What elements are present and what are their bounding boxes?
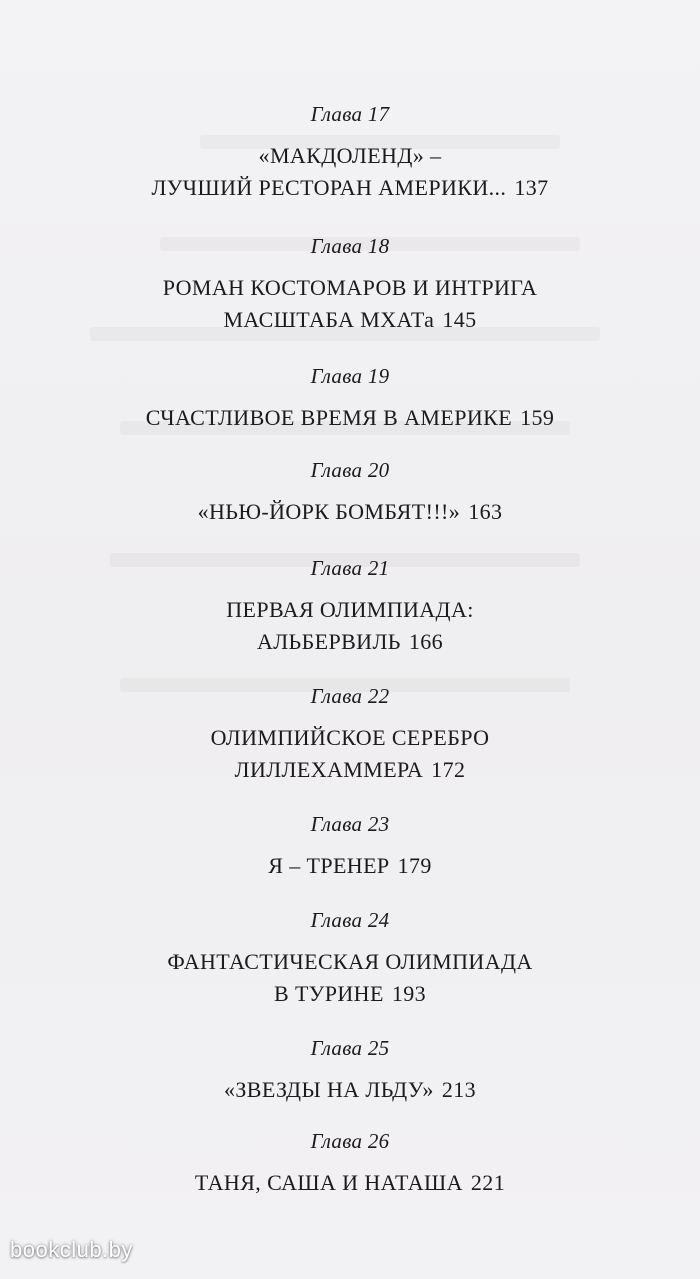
page-number: 221 xyxy=(470,1170,506,1195)
toc-entry-19 xyxy=(0,364,700,434)
page-number: 163 xyxy=(468,499,503,524)
chapter-title-line: В ТУРИНЕ 193 xyxy=(273,981,427,1006)
toc-entry-18 xyxy=(0,234,700,336)
chapter-label: Глава 25 xyxy=(310,1036,390,1060)
toc-entry-20 xyxy=(0,458,700,528)
chapter-label: Глава 24 xyxy=(310,908,390,932)
chapter-label: Глава 18 xyxy=(310,234,390,258)
chapter-title-line: ПЕРВАЯ ОЛИМПИАДА: xyxy=(226,597,474,622)
chapter-title-line: «МАКДОЛЕНД» – xyxy=(258,143,442,168)
page-number: 166 xyxy=(408,629,444,654)
chapter-title-line: ОЛИМПИЙСКОЕ СЕРЕБРО xyxy=(210,725,490,750)
page-number: 179 xyxy=(397,853,432,878)
chapter-title-line: ЛУЧШИЙ РЕСТОРАН АМЕРИКИ... 137 xyxy=(151,175,549,200)
chapter-label: Глава 26 xyxy=(310,1129,390,1153)
page-number: 137 xyxy=(514,175,549,200)
page-number: 213 xyxy=(441,1077,477,1102)
toc-entry-17 xyxy=(0,102,700,204)
toc-entry-22 xyxy=(0,684,700,786)
chapter-label: Глава 21 xyxy=(310,556,390,580)
page-number: 145 xyxy=(442,307,477,332)
chapter-title-line: РОМАН КОСТОМАРОВ И ИНТРИГА xyxy=(162,275,538,300)
chapter-title-line: СЧАСТЛИВОЕ ВРЕМЯ В АМЕРИКЕ 159 xyxy=(145,405,555,430)
chapter-title-line: ФАНТАСТИЧЕСКАЯ ОЛИМПИАДА xyxy=(167,949,533,974)
toc-entry-21 xyxy=(0,556,700,658)
chapter-label: Глава 19 xyxy=(310,364,390,388)
chapter-title-line: ТАНЯ, САША И НАТАША 221 xyxy=(194,1170,506,1195)
chapter-label: Глава 20 xyxy=(310,458,390,482)
page-number: 159 xyxy=(520,405,555,430)
site-watermark: bookclub.by xyxy=(10,1237,133,1262)
chapter-title-line: «НЬЮ-ЙОРК БОМБЯТ!!!» 163 xyxy=(197,499,503,524)
chapter-title-line: АЛЬБЕРВИЛЬ 166 xyxy=(256,629,444,654)
chapter-label: Глава 22 xyxy=(310,684,390,708)
toc-entry-25 xyxy=(0,1036,700,1106)
page-number: 172 xyxy=(431,757,466,782)
chapter-title-line: «ЗВЕЗДЫ НА ЛЬДУ» 213 xyxy=(223,1077,477,1102)
chapter-title-line: МАСШТАБА МХАТа 145 xyxy=(223,307,477,332)
toc-entry-23 xyxy=(0,812,700,882)
chapter-label: Глава 17 xyxy=(310,102,390,126)
chapter-title-line: ЛИЛЛЕХАММЕРА 172 xyxy=(234,757,466,782)
toc-entry-26 xyxy=(0,1129,700,1199)
page-number: 193 xyxy=(391,981,427,1006)
toc-entry-24 xyxy=(0,908,700,1010)
chapter-title-line: Я – ТРЕНЕР 179 xyxy=(268,853,432,878)
chapter-label: Глава 23 xyxy=(310,812,390,836)
